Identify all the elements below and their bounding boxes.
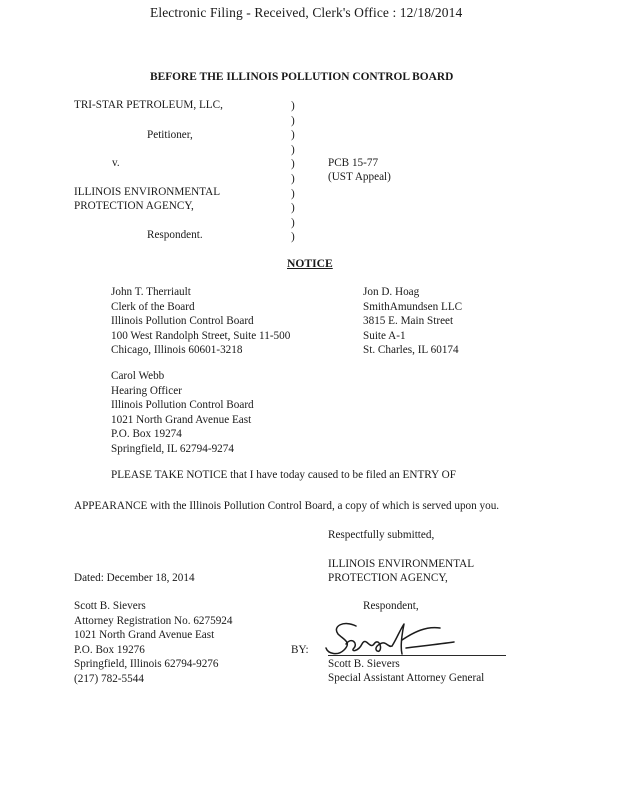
address-line: Illinois Pollution Control Board	[111, 399, 254, 412]
recipient-hearing-officer	[111, 369, 254, 457]
attorney-line: Scott B. Sievers	[74, 600, 146, 612]
address-line: 1021 North Grand Avenue East	[111, 413, 252, 426]
address-line: John T. Therriault	[111, 286, 191, 298]
caption-paren: )	[291, 231, 295, 244]
address-line: Chicago, Illinois 60601-3218	[111, 344, 243, 357]
caption-paren: )	[291, 202, 295, 215]
attorney-line: Springfield, Illinois 62794-9276	[74, 658, 219, 671]
signature-image	[322, 618, 512, 660]
respondent-name-line1: ILLINOIS ENVIRONMENTAL	[74, 186, 221, 198]
address-line: Hearing Officer	[111, 384, 182, 397]
attorney-line: (217) 782-5544	[74, 672, 144, 685]
petitioner-name: TRI-STAR PETROLEUM, LLC,	[74, 99, 223, 111]
notice-paragraph-line2: APPEARANCE with the Illinois Pollution Control Board, a copy of which is served upon you.	[74, 500, 500, 512]
caption-paren: )	[291, 216, 295, 229]
recipient-counsel	[363, 285, 462, 358]
respondent-label: Respondent,	[363, 600, 419, 612]
address-line: 3815 E. Main Street	[363, 315, 454, 328]
caption-paren: )	[291, 158, 295, 171]
address-line: Jon D. Hoag	[363, 286, 420, 298]
petitioner-role: Petitioner,	[147, 129, 193, 141]
caption-paren: )	[291, 187, 295, 200]
address-line: 100 West Randolph Street, Suite 11-500	[111, 329, 291, 342]
respectfully-submitted: Respectfully submitted,	[328, 529, 435, 541]
caption-paren-column	[291, 99, 295, 245]
agency-line1: ILLINOIS ENVIRONMENTAL	[328, 558, 475, 570]
attorney-line: 1021 North Grand Avenue East	[74, 629, 215, 642]
caption-paren: )	[291, 114, 295, 127]
address-line: Clerk of the Board	[111, 300, 195, 313]
address-line: Springfield, IL 62794-9274	[111, 442, 234, 455]
signer-title: Special Assistant Attorney General	[328, 672, 485, 684]
signer-name: Scott B. Sievers	[328, 658, 400, 670]
address-line: Carol Webb	[111, 370, 165, 382]
caption-paren: )	[291, 172, 295, 185]
attorney-block	[74, 599, 232, 687]
address-line: Suite A-1	[363, 329, 406, 342]
caption-paren: )	[291, 143, 295, 156]
address-line: Illinois Pollution Control Board	[111, 315, 254, 328]
caption-paren: )	[291, 129, 295, 142]
case-number: PCB 15-77	[328, 157, 379, 169]
board-title: BEFORE THE ILLINOIS POLLUTION CONTROL BOARD	[150, 71, 454, 83]
address-line: St. Charles, IL 60174	[363, 344, 459, 357]
notice-paragraph-line1: PLEASE TAKE NOTICE that I have today caused to be filed an ENTRY OF	[111, 469, 456, 481]
signature-line	[328, 655, 506, 656]
recipient-clerk	[111, 285, 290, 358]
notice-title: NOTICE	[287, 257, 333, 270]
caption-paren: )	[291, 100, 295, 112]
address-line: P.O. Box 19274	[111, 428, 182, 441]
respondent-role: Respondent.	[147, 229, 203, 241]
by-label: BY:	[291, 644, 309, 656]
attorney-line: Attorney Registration No. 6275924	[74, 614, 233, 627]
address-line: SmithAmundsen LLC	[363, 300, 463, 313]
versus: v.	[112, 157, 120, 169]
agency-line2: PROTECTION AGENCY,	[328, 572, 448, 584]
attorney-line: P.O. Box 19276	[74, 643, 145, 656]
respondent-name-line2: PROTECTION AGENCY,	[74, 200, 194, 212]
case-type: (UST Appeal)	[328, 171, 391, 183]
dated-line: Dated: December 18, 2014	[74, 572, 195, 584]
filing-stamp: Electronic Filing - Received, Clerk's Office : 12/18/2014	[150, 5, 463, 20]
